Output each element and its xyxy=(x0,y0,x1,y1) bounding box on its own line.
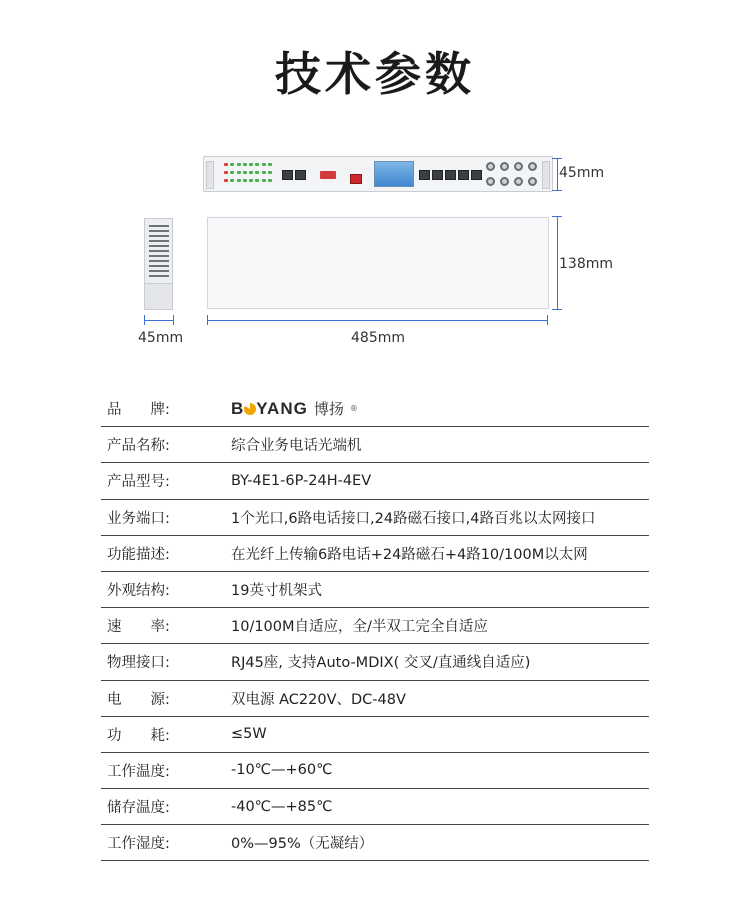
spec-value: 双电源 AC220V、DC-48V xyxy=(231,691,406,708)
spec-value: 在光纤上传输6路电话+24路磁石+4路10/100M以太网 xyxy=(231,546,588,563)
spec-value: RJ45座, 支持Auto-MDIX( 交叉/直通线自适应) xyxy=(231,655,531,672)
side-mount-bracket xyxy=(144,283,173,310)
ethernet-port xyxy=(458,170,469,180)
spec-row xyxy=(101,608,649,644)
spec-label: 品 牌: xyxy=(107,402,170,419)
spec-row xyxy=(101,681,649,717)
spec-label: 功 耗: xyxy=(107,727,170,744)
ethernet-port xyxy=(445,170,456,180)
brand-name-zh: 博扬 xyxy=(313,400,344,419)
spec-table xyxy=(101,391,649,861)
brand-o-icon xyxy=(244,403,256,415)
dip-switch xyxy=(320,171,336,179)
spec-row xyxy=(101,717,649,753)
spec-value: 综合业务电话光端机 xyxy=(231,438,362,455)
spec-row xyxy=(101,572,649,608)
spec-label: 外观结构: xyxy=(107,583,170,600)
spec-label: 速 率: xyxy=(107,619,170,636)
spec-value: ≤5W xyxy=(231,726,267,743)
dim-label-side-width: 45mm xyxy=(138,330,184,346)
bnc-connector xyxy=(514,162,523,171)
spec-label: 电 源: xyxy=(107,691,170,708)
lcd-display xyxy=(374,161,414,187)
spec-value: 19英寸机架式 xyxy=(231,583,322,600)
spec-value: 1个光口,6路电话接口,24路磁石接口,4路百兆以太网接口 xyxy=(231,510,596,527)
rack-ear-right xyxy=(542,161,550,189)
ethernet-port xyxy=(432,170,443,180)
bnc-connector xyxy=(500,177,509,186)
spec-value: -10℃—+60℃ xyxy=(231,762,333,779)
spec-row xyxy=(101,500,649,536)
spec-row xyxy=(101,825,649,861)
dim-line-width xyxy=(207,320,548,321)
status-led-grid xyxy=(224,163,272,187)
rj45-port xyxy=(295,170,306,180)
page-title: 技术参数 xyxy=(275,47,475,101)
spec-value: BY-4E1-6P-24H-4EV xyxy=(231,472,372,489)
registered-mark: ® xyxy=(349,404,358,414)
device-top-view xyxy=(207,217,549,309)
power-switch xyxy=(350,174,362,184)
rj45-port xyxy=(282,170,293,180)
spec-row xyxy=(101,644,649,680)
spec-row xyxy=(101,753,649,789)
spec-value: 0%—95%（无凝结） xyxy=(231,836,374,853)
spec-label: 物理接口: xyxy=(107,655,170,672)
bnc-connector xyxy=(500,162,509,171)
dim-line-side-width xyxy=(144,320,173,321)
dim-line-front-height xyxy=(557,158,558,190)
spec-label: 业务端口: xyxy=(107,510,170,527)
spec-value: -40℃—+85℃ xyxy=(231,798,333,815)
dim-line-depth xyxy=(557,216,558,309)
ethernet-port xyxy=(419,170,430,180)
ethernet-port xyxy=(471,170,482,180)
rack-ear-left xyxy=(206,161,214,189)
spec-label: 工作湿度: xyxy=(107,836,170,853)
spec-label: 产品型号: xyxy=(107,474,170,491)
spec-label: 储存温度: xyxy=(107,800,170,817)
spec-row-brand xyxy=(101,391,649,427)
spec-row xyxy=(101,536,649,572)
spec-row xyxy=(101,789,649,825)
bnc-connector xyxy=(514,177,523,186)
brand-logo xyxy=(231,398,649,419)
spec-label: 产品名称: xyxy=(107,438,170,455)
brand-logo-text: B YANG xyxy=(231,398,308,418)
bnc-connector xyxy=(528,162,537,171)
spec-value: 10/100M自适应，全/半双工完全自适应 xyxy=(231,619,488,636)
bnc-connector xyxy=(528,177,537,186)
spec-row xyxy=(101,463,649,499)
spec-label: 工作温度: xyxy=(107,763,170,780)
dim-label-front-height: 45mm xyxy=(559,165,605,181)
spec-label: 功能描述: xyxy=(107,546,170,563)
bnc-connector xyxy=(486,162,495,171)
dim-label-depth: 138mm xyxy=(559,256,613,272)
bnc-connector xyxy=(486,177,495,186)
spec-row xyxy=(101,427,649,463)
device-front-panel xyxy=(203,156,553,192)
dim-label-width: 485mm xyxy=(351,330,405,346)
